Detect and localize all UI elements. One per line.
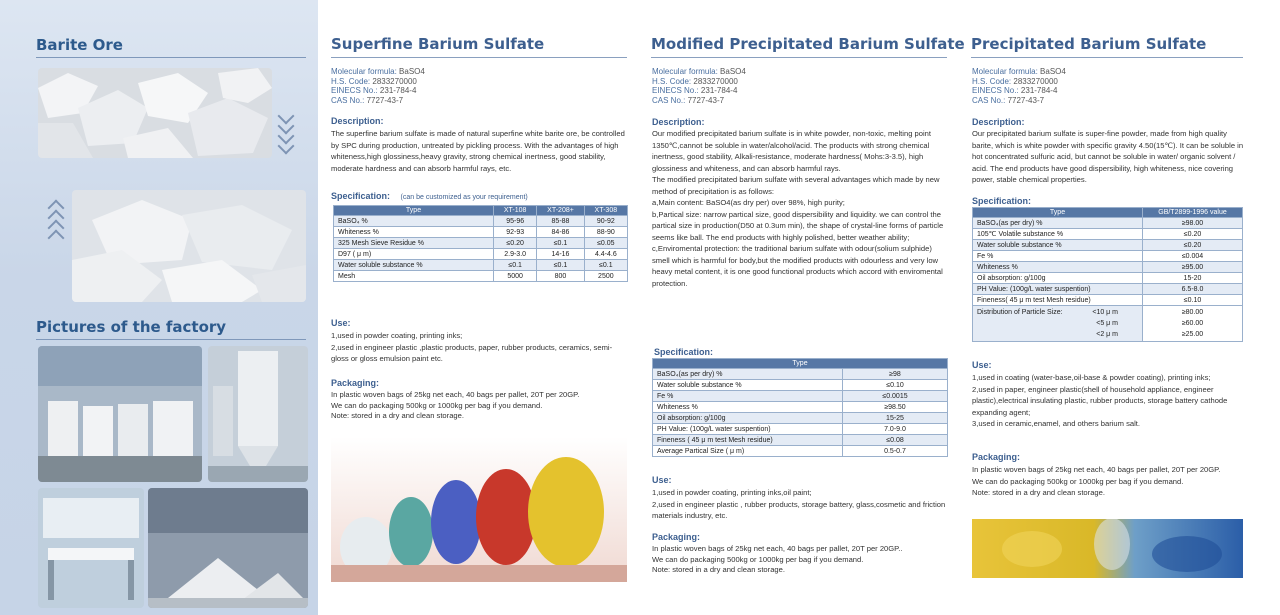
table-row: Fineness( 45 μ m test Mesh residue) ≤0.10 [973,295,1243,306]
modified-packaging: In plastic woven bags of 25kg net each, 40 bags per pallet, 20T per 20GP.. We can do packaging 500kg or 1000kg per bag if you demand. Note: stored in a dry and clean storage. [652,544,903,574]
table-row: D97 ( μ m) 2.9-3.0 14-16 4.4-4.6 [334,249,628,260]
precipitated-description: Our precipitated barium sulfate is super-fine powder, made from high quality barite, which is white powder with specific gravity 4.50(15℃). It can be soluble in hot concentrated sulfuric acid, but cannot be soluble in water/ organic solvent / acid. The end products have good dispersibility, high whiteness, nice covering power, stable chemical properties. [972,129,1244,184]
table-row: BaSO₄ % 95-96 85-88 90-92 [334,216,628,227]
table-row-distribution: Distribution of Particle Size: <10 μ m <5 μ m <2 μ m ≥80.00 ≥60.00 ≥25.00 [973,306,1243,342]
superfine-spec-heading: Specification: (can be customized as your requirement) [331,191,528,201]
factory-pictures-title: Pictures of the factory [36,318,227,336]
table-row: Fineness ( 45 μ m test Mesh residue) ≤0.08 [653,435,948,446]
superfine-use-heading: Use: [331,318,351,328]
modified-spec-heading: Specification: [654,347,714,357]
modified-meta: Molecular formula: BaSO4 H.S. Code: 2833270000 EINECS No.: 231-784-4 CAS No.: 7727-43-7 [652,67,746,105]
superfine-packaging: In plastic woven bags of 25kg net each, 40 bags per pallet, 20T per 20GP. We can do packaging 500kg or 1000kg per bag if you demand. Note: stored in a dry and clean storage. [331,390,580,420]
modified-title: Modified Precipitated Barium Sulfate [651,35,965,53]
left-panel [0,0,318,615]
table-row: Whiteness % ≥98.50 [653,402,948,413]
superfine-meta: Molecular formula: BaSO4 H.S. Code: 2833270000 EINECS No.: 231-784-4 CAS No.: 7727-43-7 [331,67,425,105]
precipitated-description-heading: Description: [972,117,1025,127]
modified-spec-table [652,358,948,457]
modified-use-heading: Use: [652,475,672,485]
table-header-row: Type [653,359,948,369]
table-row: 325 Mesh Sieve Residue % ≤0.20 ≤0.1 ≤0.05 [334,238,628,249]
table-row: Whiteness % ≥95.00 [973,262,1243,273]
precipitated-spec-table [972,207,1243,342]
table-row: 105℃ Volatile substance % ≤0.20 [973,229,1243,240]
precipitated-meta: Molecular formula: BaSO4 H.S. Code: 2833270000 EINECS No.: 231-784-4 CAS No.: 7727-43-7 [972,67,1066,105]
divider [651,57,947,58]
superfine-packaging-heading: Packaging: [331,378,380,388]
precipitated-packaging: In plastic woven bags of 25kg net each, 40 bags per pallet, 20T per 20GP. We can do packaging 500kg or 1000kg per bag if you demand. Note: stored in a dry and clean storage. [972,465,1221,497]
table-row: BaSO₄(as per dry) % ≥98.00 [973,218,1243,229]
pellets-photo [972,519,1243,578]
table-row: Oil absorption: g/100g 15-20 [973,273,1243,284]
barite-ore-photo-1 [38,68,272,158]
chevron-up-icon [48,230,65,247]
table-row: PH Value: (100g/L water suspention) 6.5-8.0 [973,284,1243,295]
table-header-row: Type GB/T2899-1996 value [973,208,1243,218]
chevron-down-icon [278,138,295,155]
precipitated-spec-heading: Specification: [972,196,1032,206]
table-row: Water soluble substance % ≤0.1 ≤0.1 ≤0.1 [334,260,628,271]
divider [971,57,1243,58]
superfine-description: The superfine barium sulfate is made of natural superfine white barite ore, be controlled by SPC during production, untreated by pickling process. With the advantages of high whiteness,high glossiness,heavy gravity, strong chemical inertness, good stability, moderate hardness and can absorb harmful rays, etc. [331,129,625,173]
table-row: Mesh 5000 800 2500 [334,271,628,282]
divider [36,57,306,58]
superfine-description-heading: Description: [331,116,384,126]
precipitated-use: 1,used in coating (water-base,oil-base & powder coating), printing inks; 2,used in paper, engineer plastic(shell of household appliance, engineer plastic),electrical insulating plastic, rubber products, storage battery cathode expanding agent; 3,used in ceramic,enamel, and others barium salt. [972,373,1228,428]
precipitated-use-heading: Use: [972,360,992,370]
table-row: Oil absorption: g/100g 15-25 [653,413,948,424]
table-header-row: Type XT-108 XT-208+ XT-308 [334,206,628,216]
table-row: Fe % ≤0.0015 [653,391,948,402]
factory-photo-interior [148,488,308,608]
table-row: Average Partical Size ( μ m) 0.5-0.7 [653,446,948,457]
factory-photo-warehouse [38,346,202,482]
factory-photo-mill [208,346,308,482]
factory-photo-lab [38,488,144,608]
table-row: Whiteness % 92-93 84-86 88-90 [334,227,628,238]
table-row: Water soluble substance % ≤0.10 [653,380,948,391]
superfine-title: Superfine Barium Sulfate [331,35,545,53]
modified-description: Our modified precipitated barium sulfate is in white powder, non-toxic, melting point 1350℃,cannot be soluble in water/alcohol/acid. The products with strong chemical inertness, good stability, Alkali-resistance, moderate hardness( Mohs:3-3.5), high glossiness and whiteness, and can absorb harmful rays. The modified precipitated barium sulfate with several advantages which made by new method of precipitation is as follows: a,Main content: BaSO4(as dry per) over 98%, high purity; b,Partical size: narrow partical size, good dispersibility and liquidity. we can control the partical size in production(D50 at 0.3um min), the shape of crystal-line forms of particle seems like ball. The end products with highly polished, better weather ability; c,Enviromental protection: the traditional barium sulfate with odour(solium sulphide) smell which is harmful for body,but the modified products with odourless and very low heavy metal content, it is one good functional products which accord with enviromental protection. [652,129,944,288]
precipitated-packaging-heading: Packaging: [972,452,1021,462]
superfine-use: 1,used in powder coating, printing inks; 2,used in engineer plastic ,plastic products, paper, rubber products, ceramics, semi-gloss or gloss emulsion paint etc. [331,331,613,363]
divider [331,57,627,58]
table-row: Water soluble substance % ≤0.20 [973,240,1243,251]
barite-ore-photo-2 [72,190,306,302]
superfine-spec-table [333,205,628,282]
table-row: PH Value: (100g/L water suspention) 7.0-9.0 [653,424,948,435]
modified-packaging-heading: Packaging: [652,532,701,542]
modified-description-heading: Description: [652,117,705,127]
modified-use: 1,used in powder coating, printing inks,oil paint; 2,used in engineer plastic , rubber products, storage battery, glass,cosmetic and friction materials industry, etc. [652,488,946,520]
barite-ore-title: Barite Ore [36,36,123,54]
divider [36,339,306,340]
table-row: BaSO₄(as per dry) % ≥98 [653,369,948,380]
precipitated-title: Precipitated Barium Sulfate [971,35,1207,53]
table-row: Fe % ≤0.004 [973,251,1243,262]
plastic-granules-photo [331,437,627,582]
